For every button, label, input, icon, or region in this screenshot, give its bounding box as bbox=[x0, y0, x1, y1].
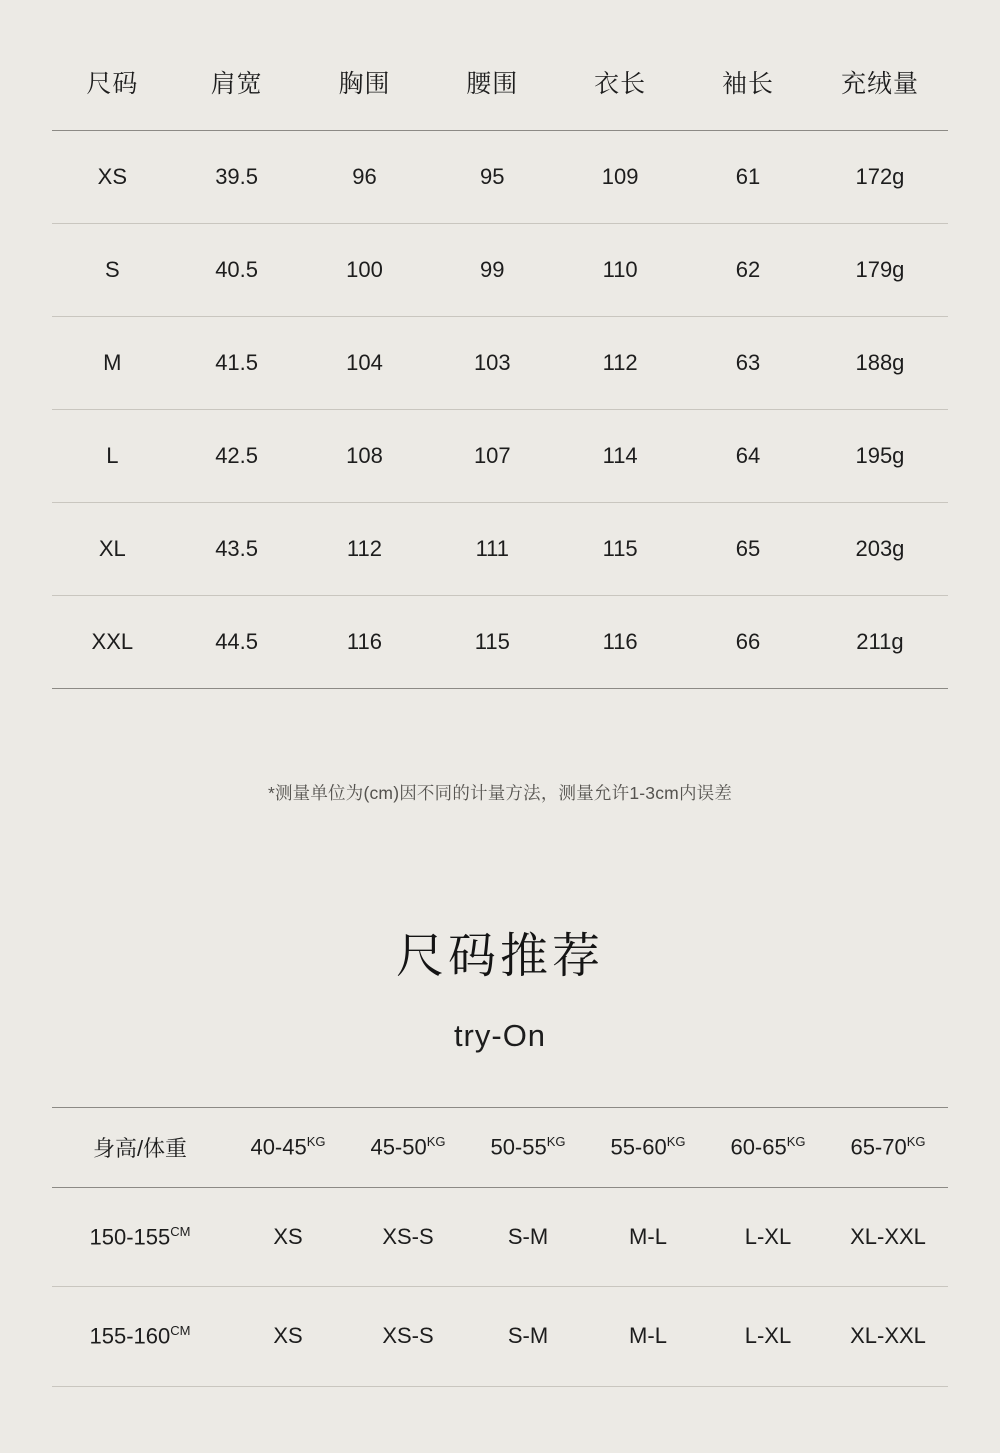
cell-recommended-size: XL-XXL bbox=[828, 1287, 948, 1386]
column-header-weight-range bbox=[468, 1108, 588, 1188]
cell-height-range bbox=[52, 1287, 228, 1386]
column-header-weight-range bbox=[228, 1108, 348, 1188]
cell-length: 116 bbox=[556, 596, 684, 689]
cell-size: XL bbox=[52, 503, 173, 596]
weight-range-value: 45-50 bbox=[370, 1134, 427, 1160]
cell-recommended-size: XS bbox=[228, 1188, 348, 1287]
size-recommendation-title: 尺码推荐 bbox=[395, 930, 604, 983]
cell-sleeve: 65 bbox=[684, 503, 812, 596]
size-recommendation-subtitle: try-On bbox=[453, 1018, 547, 1053]
cell-length: 115 bbox=[556, 503, 684, 596]
cell-bust: 96 bbox=[301, 131, 429, 224]
cell-size: M bbox=[52, 317, 173, 410]
weight-range-value: 40-45 bbox=[250, 1134, 307, 1160]
height-unit: CM bbox=[170, 1323, 191, 1339]
cell-shoulder: 43.5 bbox=[173, 503, 301, 596]
measurement-note: *测量单位为(cm)因不同的计量方法，测量允许1-3cm内误差 bbox=[267, 783, 733, 803]
cell-bust: 108 bbox=[301, 410, 429, 503]
weight-unit: KG bbox=[666, 1134, 686, 1150]
table-row bbox=[52, 131, 948, 224]
weight-unit: KG bbox=[426, 1134, 446, 1150]
cell-recommended-size: S-M bbox=[468, 1287, 588, 1386]
column-header-height-weight: 身高/体重 bbox=[52, 1108, 228, 1188]
cell-size: XS bbox=[52, 131, 173, 224]
column-header-waist: 腰围 bbox=[466, 70, 519, 98]
column-header-weight-range bbox=[348, 1108, 468, 1188]
cell-recommended-size: XS-S bbox=[348, 1287, 468, 1386]
cell-down-fill: 179g bbox=[812, 224, 948, 317]
cell-waist: 103 bbox=[428, 317, 556, 410]
cell-size: L bbox=[52, 410, 173, 503]
cell-waist: 115 bbox=[428, 596, 556, 689]
height-range-value: 155-160 bbox=[89, 1323, 171, 1349]
height-range-value: 150-155 bbox=[89, 1224, 171, 1250]
cell-recommended-size: L-XL bbox=[708, 1188, 828, 1287]
cell-bust: 112 bbox=[301, 503, 429, 596]
cell-shoulder: 44.5 bbox=[173, 596, 301, 689]
cell-down-fill: 188g bbox=[812, 317, 948, 410]
cell-down-fill: 195g bbox=[812, 410, 948, 503]
cell-sleeve: 64 bbox=[684, 410, 812, 503]
weight-range-value: 60-65 bbox=[730, 1134, 787, 1160]
weight-range-value: 50-55 bbox=[490, 1134, 547, 1160]
cell-recommended-size: M-L bbox=[588, 1188, 708, 1287]
cell-size: S bbox=[52, 224, 173, 317]
column-header-weight-range bbox=[588, 1108, 708, 1188]
table-row bbox=[52, 596, 948, 689]
cell-waist: 99 bbox=[428, 224, 556, 317]
cell-bust: 104 bbox=[301, 317, 429, 410]
table-row bbox=[52, 317, 948, 410]
cell-shoulder: 41.5 bbox=[173, 317, 301, 410]
table-row bbox=[52, 1287, 948, 1386]
table-row bbox=[52, 503, 948, 596]
cell-down-fill: 203g bbox=[812, 503, 948, 596]
height-unit: CM bbox=[170, 1224, 191, 1239]
cell-recommended-size: XS bbox=[228, 1287, 348, 1386]
cell-recommended-size: XL-XXL bbox=[828, 1188, 948, 1287]
cell-waist: 95 bbox=[428, 131, 556, 224]
column-header-sleeve: 袖长 bbox=[721, 70, 774, 98]
column-header-shoulder: 肩宽 bbox=[210, 70, 263, 98]
table-header-row bbox=[52, 48, 948, 131]
column-header-length: 衣长 bbox=[594, 70, 647, 98]
column-header-weight-range bbox=[708, 1108, 828, 1188]
cell-recommended-size: L-XL bbox=[708, 1287, 828, 1386]
cell-size: XXL bbox=[52, 596, 173, 689]
table-header-row bbox=[52, 1108, 948, 1188]
cell-down-fill: 211g bbox=[812, 596, 948, 689]
table-row bbox=[52, 1188, 948, 1287]
cell-length: 110 bbox=[556, 224, 684, 317]
tryon-table-header bbox=[52, 1108, 948, 1188]
cell-sleeve: 61 bbox=[684, 131, 812, 224]
cell-length: 112 bbox=[556, 317, 684, 410]
cell-recommended-size: M-L bbox=[588, 1287, 708, 1386]
column-header-weight-range bbox=[828, 1108, 948, 1188]
weight-unit: KG bbox=[906, 1134, 926, 1150]
size-measurement-table bbox=[52, 48, 948, 689]
cell-recommended-size: XS-S bbox=[348, 1188, 468, 1287]
tryon-table-body bbox=[52, 1188, 948, 1387]
cell-down-fill: 172g bbox=[812, 131, 948, 224]
cell-waist: 107 bbox=[428, 410, 556, 503]
column-header-down-fill: 充绒量 bbox=[840, 70, 919, 98]
size-table-header bbox=[52, 48, 948, 131]
cell-sleeve: 66 bbox=[684, 596, 812, 689]
cell-length: 114 bbox=[556, 410, 684, 503]
table-row bbox=[52, 224, 948, 317]
cell-waist: 111 bbox=[428, 503, 556, 596]
cell-bust: 100 bbox=[301, 224, 429, 317]
cell-recommended-size: S-M bbox=[468, 1188, 588, 1287]
weight-unit: KG bbox=[546, 1134, 566, 1150]
column-header-size: 尺码 bbox=[86, 70, 139, 98]
weight-range-value: 55-60 bbox=[610, 1134, 667, 1160]
size-table-body bbox=[52, 131, 948, 689]
weight-range-value: 65-70 bbox=[850, 1134, 907, 1160]
cell-sleeve: 63 bbox=[684, 317, 812, 410]
cell-shoulder: 39.5 bbox=[173, 131, 301, 224]
cell-bust: 116 bbox=[301, 596, 429, 689]
table-row bbox=[52, 410, 948, 503]
cell-length: 109 bbox=[556, 131, 684, 224]
cell-sleeve: 62 bbox=[684, 224, 812, 317]
size-recommendation-table bbox=[52, 1107, 948, 1387]
weight-unit: KG bbox=[306, 1134, 326, 1150]
weight-unit: KG bbox=[786, 1134, 806, 1150]
cell-shoulder: 40.5 bbox=[173, 224, 301, 317]
cell-height-range bbox=[52, 1188, 228, 1287]
column-header-bust: 胸围 bbox=[338, 70, 391, 98]
cell-shoulder: 42.5 bbox=[173, 410, 301, 503]
